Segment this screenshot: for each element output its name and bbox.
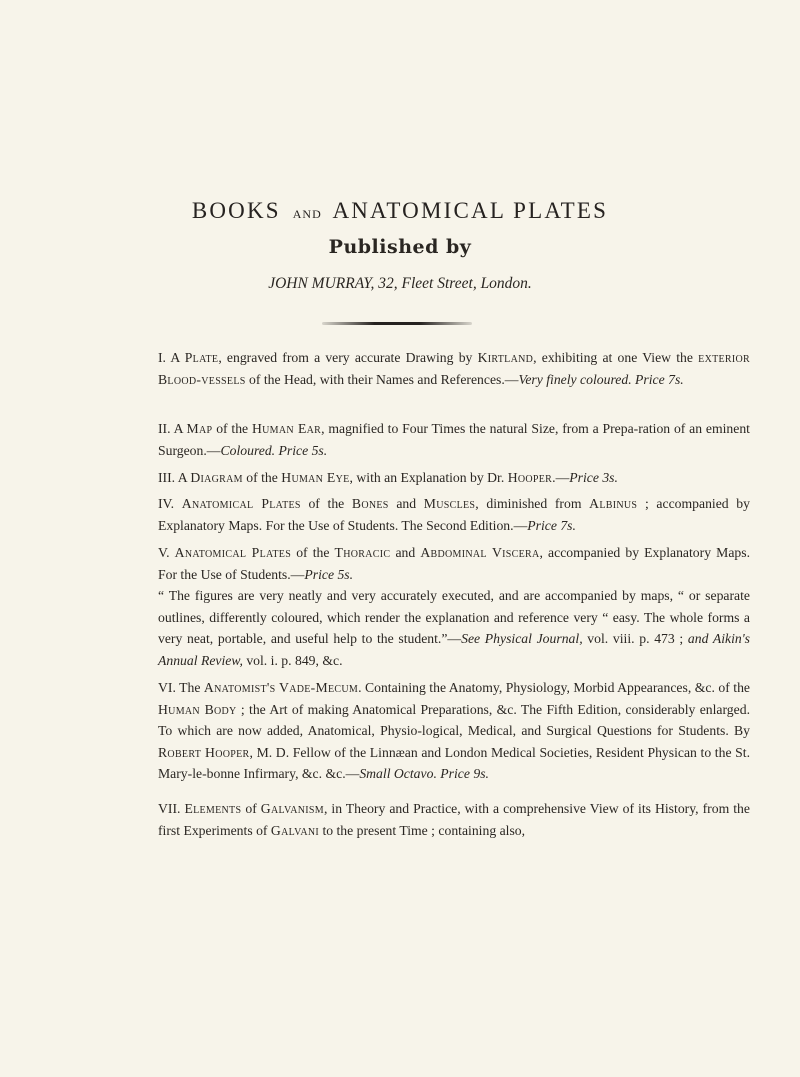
text-run: , diminished from <box>475 496 590 511</box>
text-run: of the Head, with their Names and References.— <box>245 371 519 387</box>
text-run: vol. viii. p. 473 ; <box>582 631 688 646</box>
text-run: Plate <box>184 350 219 365</box>
text-run: Galvani <box>270 822 320 838</box>
text-run: Thoracic <box>334 545 391 560</box>
text-run: Muscles <box>423 496 476 511</box>
publisher-line: JOHN MURRAY, 32, Fleet Street, London. <box>268 275 532 292</box>
text-run: , engraved from a very accurate Drawing by <box>218 350 478 365</box>
text-run: Bones <box>351 496 389 511</box>
catalogue-item-7 <box>158 798 750 841</box>
item-number: VI. <box>158 680 180 695</box>
title-and: AND <box>292 207 322 221</box>
item-number: V. <box>158 545 175 560</box>
item-number: II. <box>158 421 174 436</box>
text-run: Abdominal Viscera <box>420 545 540 560</box>
item-number: I. <box>158 350 171 365</box>
text-run: , magnified to Four Times the natural Size, from a Prepa-ration of an eminent Surgeon.— <box>158 421 750 458</box>
catalogue-item-6 <box>158 677 750 785</box>
page-title <box>0 198 800 224</box>
text-run: Small Octavo. Price 9s. <box>359 766 489 781</box>
divider-rule <box>322 322 472 325</box>
text-run: of <box>241 801 261 816</box>
catalogue-item-1 <box>158 347 750 390</box>
text-run: A <box>173 421 187 436</box>
review-quote <box>158 585 750 671</box>
text-run: Very finely coloured. Price 7s. <box>518 371 684 387</box>
title-left: BOOKS <box>191 198 281 223</box>
text-run: Coloured. Price 5s. <box>220 442 328 458</box>
item-text <box>158 677 750 785</box>
item-text <box>158 798 750 841</box>
text-run: and Aikin's Annual Review, <box>158 631 750 668</box>
item-text <box>158 418 750 461</box>
text-run: Map <box>186 421 213 436</box>
text-run: See Physical Journal, <box>461 631 583 646</box>
text-run: Price 5s. <box>304 566 354 582</box>
text-run: vol. i. p. 849, &c. <box>242 652 343 668</box>
text-run: A <box>170 350 185 365</box>
item-text <box>158 542 750 585</box>
text-run: , in Theory and Practice, with a comprehensive View of its History, from the first Experiments of <box>158 801 750 838</box>
text-run: Anatomical Plates <box>174 545 292 560</box>
text-run: Elements <box>184 801 242 816</box>
text-run: A <box>177 470 191 485</box>
title-right: ANATOMICAL PLATES <box>332 198 609 223</box>
text-run: , exhibiting at one View the <box>533 350 699 365</box>
published-by: Published by <box>328 236 472 258</box>
text-run: and <box>390 545 421 560</box>
text-run: of the <box>212 421 252 436</box>
text-run: Hooper <box>507 470 553 485</box>
text-run: ; accompanied by Explanatory Maps. For the Use of Students. The Second Edition.— <box>158 496 750 533</box>
text-run: , accompanied by Explanatory Maps. For the Use of Students.— <box>158 545 751 582</box>
catalogue-item-3 <box>158 467 750 489</box>
text-run: exterior Blood-vessels <box>158 350 750 387</box>
item-text <box>158 493 750 536</box>
catalogue-item-4 <box>158 493 750 536</box>
text-run: Human Ear <box>251 421 322 436</box>
text-run: Anatomical Plates <box>181 496 301 511</box>
text-run: Anatomist's Vade-Mecum <box>203 680 359 695</box>
catalogue-item-5 <box>158 542 750 671</box>
item-number: III. <box>158 470 178 485</box>
text-run: .— <box>552 470 570 485</box>
text-run: Price 7s. <box>527 517 576 533</box>
text-run: to the present Time ; containing also, <box>319 822 526 838</box>
text-run: The <box>179 680 204 695</box>
catalogue-item-2 <box>158 418 750 461</box>
text-run: . Containing the Anatomy, Physiology, Morbid Appearances, &c. of the <box>358 680 750 695</box>
item-number: IV. <box>158 496 182 511</box>
item-text <box>158 467 750 489</box>
text-run: of the <box>291 545 335 560</box>
item-number: VII. <box>158 801 185 816</box>
text-run: , M. D. Fellow of the Linnæan and London Medical Societies, Resident Physican to the St. Mary-le-bonne Infirmary, &c. &c.— <box>158 744 751 781</box>
text-run: Robert Hooper <box>158 744 250 760</box>
text-run: Price 3s. <box>569 470 618 485</box>
text-run: , with an Explanation by Dr. <box>349 470 508 485</box>
text-run: Diagram <box>190 470 243 485</box>
text-run: Kirtland <box>477 350 534 365</box>
text-run: of the <box>242 470 282 485</box>
text-run: and <box>388 496 424 511</box>
text-run: Human Eye <box>281 470 350 485</box>
item-text <box>158 347 750 390</box>
text-run: ; the Art of making Anatomical Preparations, &c. The Fifth Edition, considerably enlarged. To which are now added, Anatomical, Physio-logical, Medical, and Surgical Questions for Students. By <box>158 701 750 738</box>
text-run: of the <box>300 496 352 511</box>
text-run: Albinus <box>589 496 638 511</box>
text-run: “ The figures are very neatly and very accurately executed, and are accompanied by maps, “ or separate outlines, differently coloured, which render the explanation and reference very “ easy. The whole forms a very neat, portable, and useful help to the student.”— <box>158 588 750 646</box>
text-run: Galvanism <box>260 801 324 816</box>
text-run: Human Body <box>158 701 237 717</box>
